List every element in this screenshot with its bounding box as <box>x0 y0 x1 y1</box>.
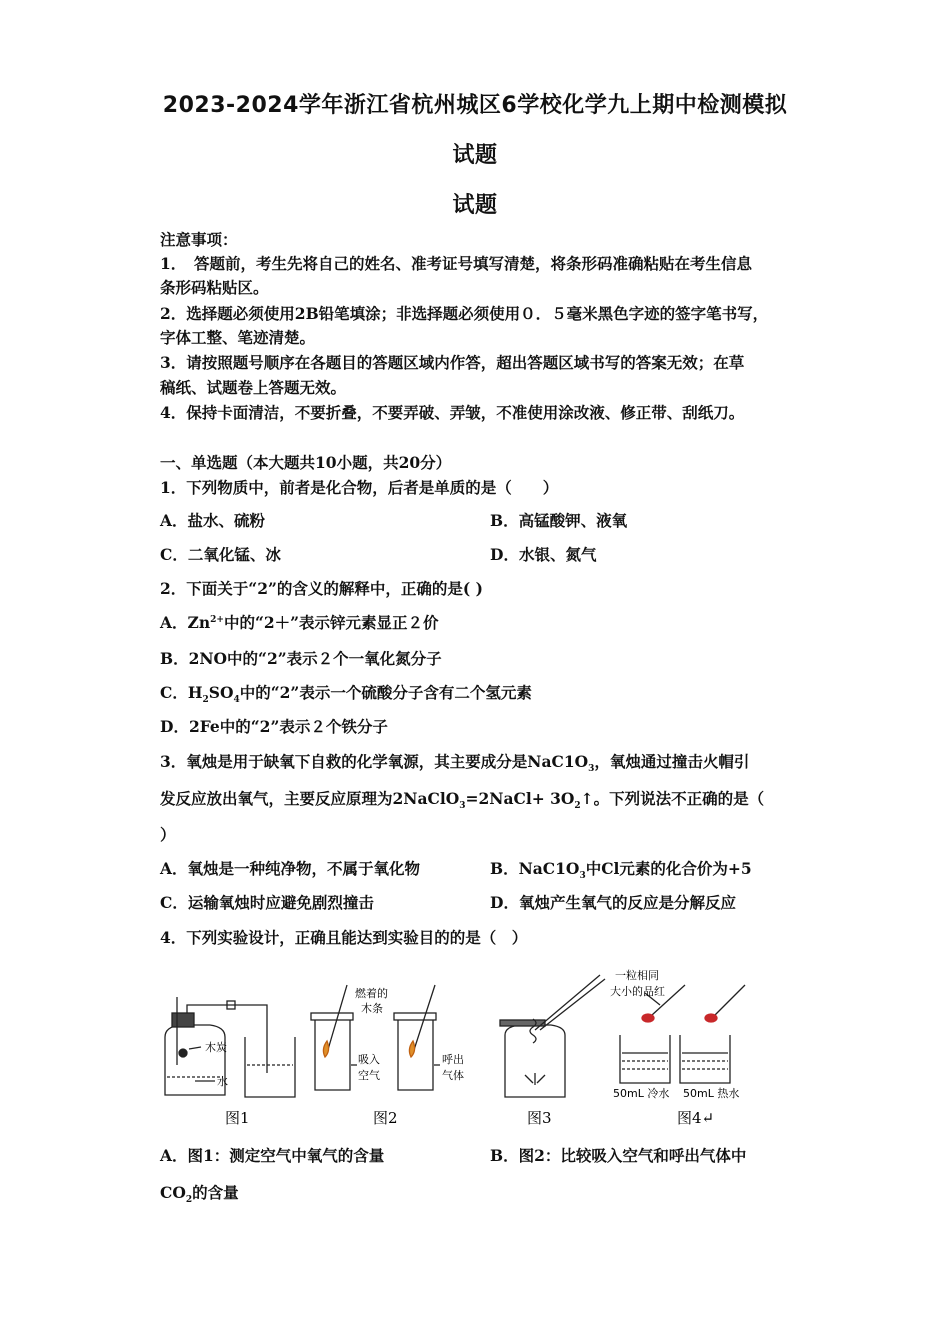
fig3-caption: 图3 <box>527 1109 552 1127</box>
q3-stem-line2: 发反应放出氧气，主要反应原理为2NaClO$_3$=2NaCl+ $3O_2↑$。下列说法不正确的是（ <box>160 789 765 812</box>
page-title-line2: 试题 <box>452 143 498 168</box>
q2-option-d: D．2Fe中的“2”表示２个铁分子 <box>160 717 388 736</box>
fig4-label-dye: 大小的品红 <box>610 985 665 998</box>
q4-option-a: A．图1：测定空气中氧气的含量 <box>160 1146 385 1165</box>
q4-option-b: B．图2：比较吸入空气和呼出气体中 <box>490 1146 747 1165</box>
fig1-bottle <box>165 1025 225 1095</box>
fig2-caption: 图2 <box>373 1109 398 1127</box>
fig1-label-water: 水 <box>217 1075 228 1088</box>
notice-heading: 注意事项： <box>160 230 238 249</box>
page-subtitle: 试题 <box>452 193 498 218</box>
q2-option-a: A．$Zn^{2+}$中的“2＋”表示锌元素显正２价 <box>160 613 439 632</box>
fig1-label-charcoal: 木炭 <box>205 1041 227 1054</box>
fig2-label-exhaled: 呼出 <box>442 1053 464 1066</box>
q3-option-a: A．氧烛是一种纯净物，不属于氧化物 <box>160 859 421 878</box>
notice-item-4: 4．保持卡面清洁，不要折叠，不要弄破、弄皱，不准使用涂改液、修正带、刮纸刀。 <box>160 403 745 422</box>
page-title: 2023-2024学年浙江省杭州城区6学校化学九上期中检测模拟 <box>162 93 788 118</box>
fig4-label-hot: 50mL 热水 <box>683 1087 740 1100</box>
fig1-caption: 图1 <box>225 1109 250 1127</box>
section-heading: 一、单选题（本大题共10小题，共20分） <box>160 453 452 472</box>
q1-option-c: C．二氧化锰、冰 <box>160 545 281 564</box>
notice-item-3-cont: 稿纸、试题卷上答题无效。 <box>160 378 347 397</box>
fig1-stopper <box>172 1013 194 1027</box>
fig4-label-cold: 50mL 冷水 <box>613 1087 670 1100</box>
fig2-label-air: 空气 <box>358 1069 380 1082</box>
notice-item-2-cont: 字体工整、笔迹清楚。 <box>160 328 316 347</box>
q1-option-d: D．水银、氮气 <box>490 545 597 564</box>
notice-item-3: 3．请按照题号顺序在各题目的答题区域内作答，超出答题区域书写的答案无效；在草 <box>160 353 745 372</box>
q2-stem: 2．下面关于“2”的含义的解释中，正确的是( ) <box>160 579 483 598</box>
q1-stem: 1．下列物质中，前者是化合物，后者是单质的是（ ） <box>160 478 559 497</box>
q3-option-c: C．运输氧烛时应避免剧烈撞击 <box>160 893 374 912</box>
fig4-label-same: 一粒相同 <box>615 969 659 982</box>
q3-option-d: D．氧烛产生氧气的反应是分解反应 <box>490 893 736 912</box>
experiment-diagrams <box>155 965 755 1140</box>
fig2-label-stick: 木条 <box>361 1002 383 1015</box>
fig1-beaker <box>245 1037 295 1097</box>
q4-stem: 4．下列实验设计，正确且能达到实验目的的是（ ） <box>160 928 528 947</box>
q2-option-b: B．2NO中的“2”表示２个一氧化氮分子 <box>160 649 442 668</box>
fig2-label-gas: 气体 <box>442 1069 464 1082</box>
q1-option-b: B．高锰酸钾、液氧 <box>490 511 628 530</box>
fig4-beaker-right <box>680 1035 730 1083</box>
fig2-jar-left <box>315 1020 350 1090</box>
notice-item-2: 2．选择题必须使用2B铅笔填涂；非选择题必须使用０．５毫米黑色字迹的签字笔书写， <box>160 304 769 323</box>
q3-stem-line1: 3．氧烛是用于缺氧下自救的化学氧源，其主要成分是$NaC1O_3$，氧烛通过撞击火帽引 <box>160 752 750 775</box>
notice-item-1: 1． 答题前，考生先将自己的姓名、准考证号填写清楚，将条形码准确粘贴在考生信息 <box>160 254 753 273</box>
q4-figures <box>155 965 755 1140</box>
q3-stem-line3: ） <box>160 825 176 844</box>
q4-option-b-cont: $CO_2$的含量 <box>160 1183 239 1206</box>
fig2-jar-right <box>398 1020 433 1090</box>
q3-option-b: B．$NaC1O_3$中Cl元素的化合价为+5 <box>490 859 752 882</box>
notice-item-1-cont: 条形码粘贴区。 <box>160 278 269 297</box>
fig2-label-inhaled: 吸入 <box>358 1053 380 1066</box>
fig4-caption: 图4↵ <box>677 1109 715 1127</box>
q1-option-a: A．盐水、硫粉 <box>160 511 266 530</box>
fig2-label-burning: 燃着的 <box>355 987 388 1000</box>
fig4-beaker-left <box>620 1035 670 1083</box>
q2-option-c: C．$H_2SO_4$中的“2”表示一个硫酸分子含有二个氢元素 <box>160 683 532 706</box>
